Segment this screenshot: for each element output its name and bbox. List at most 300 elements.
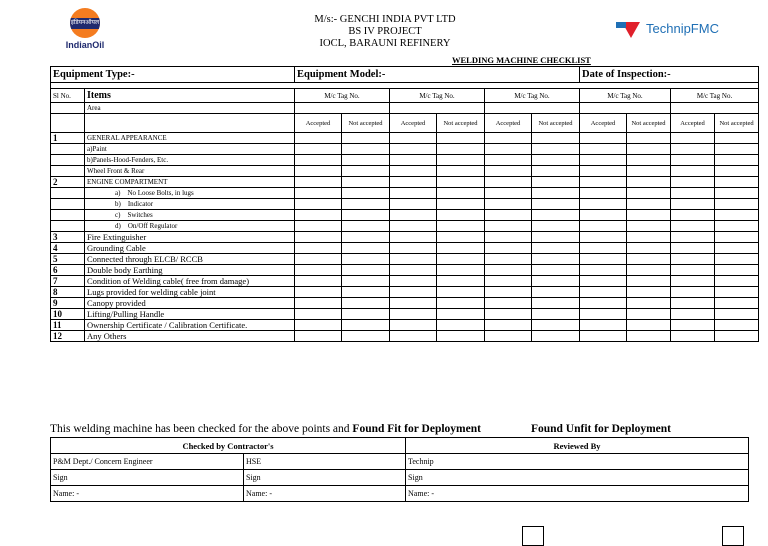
not-accepted-cell[interactable] <box>342 243 390 254</box>
accepted-cell[interactable] <box>295 309 342 320</box>
technipfmc-logo-name: TechnipFMC <box>646 21 719 36</box>
not-accepted-cell[interactable] <box>715 177 759 188</box>
tag-cell[interactable] <box>485 103 580 114</box>
not-accepted-cell[interactable] <box>627 331 671 342</box>
row-item-label: Fire Extinguisher <box>85 232 295 243</box>
not-accepted-cell[interactable] <box>437 254 485 265</box>
accepted-cell[interactable] <box>390 276 437 287</box>
accepted-cell[interactable] <box>580 199 627 210</box>
accepted-cell[interactable] <box>485 155 532 166</box>
not-accepted-cell[interactable] <box>715 276 759 287</box>
accepted-cell[interactable] <box>485 309 532 320</box>
accepted-cell[interactable] <box>580 210 627 221</box>
not-accepted-cell[interactable] <box>715 199 759 210</box>
not-accepted-cell[interactable] <box>342 155 390 166</box>
row-sl-no <box>51 188 85 199</box>
not-accepted-cell[interactable] <box>627 221 671 232</box>
indianoil-logo <box>55 8 115 64</box>
row-item-label: Connected through ELCB/ RCCB <box>85 254 295 265</box>
not-accepted-cell[interactable] <box>437 298 485 309</box>
not-accepted-cell[interactable] <box>532 309 580 320</box>
accepted-cell[interactable] <box>485 243 532 254</box>
checklist-row <box>51 155 759 166</box>
accepted-cell[interactable] <box>390 265 437 276</box>
not-accepted-cell[interactable] <box>437 276 485 287</box>
accepted-cell[interactable] <box>671 298 715 309</box>
checklist-row <box>51 166 759 177</box>
accepted-cell[interactable] <box>580 144 627 155</box>
row-item-label: Wheel Front & Rear <box>85 166 295 177</box>
tag-cell[interactable] <box>671 103 759 114</box>
not-accepted-cell[interactable] <box>627 199 671 210</box>
accepted-cell[interactable] <box>580 133 627 144</box>
accepted-cell[interactable] <box>295 177 342 188</box>
hse-name-field[interactable]: Name: - <box>244 486 406 502</box>
checklist-row <box>51 331 759 342</box>
accepted-cell[interactable] <box>295 276 342 287</box>
checklist-row <box>51 320 759 331</box>
accepted-cell[interactable] <box>485 265 532 276</box>
accepted-cell[interactable] <box>580 254 627 265</box>
not-accepted-cell[interactable] <box>715 221 759 232</box>
not-accepted-cell[interactable] <box>342 298 390 309</box>
accepted-cell[interactable] <box>390 166 437 177</box>
accepted-cell[interactable] <box>485 177 532 188</box>
not-accepted-cell[interactable] <box>627 166 671 177</box>
accepted-cell[interactable] <box>295 199 342 210</box>
not-accepted-cell[interactable] <box>437 166 485 177</box>
accepted-cell[interactable] <box>295 155 342 166</box>
not-accepted-cell[interactable] <box>437 232 485 243</box>
row-sl-no: 8 <box>51 287 85 298</box>
accepted-cell[interactable] <box>671 166 715 177</box>
row-item-label: b)Panels-Hood-Fenders, Etc. <box>85 155 295 166</box>
row-sl-no: 6 <box>51 265 85 276</box>
accepted-cell[interactable] <box>580 188 627 199</box>
meta-row <box>51 67 759 83</box>
not-accepted-cell[interactable] <box>342 276 390 287</box>
not-accepted-cell[interactable] <box>532 199 580 210</box>
not-accepted-cell[interactable] <box>437 133 485 144</box>
accepted-cell[interactable] <box>485 276 532 287</box>
not-accepted-cell[interactable] <box>715 133 759 144</box>
accepted-cell[interactable] <box>390 232 437 243</box>
not-accepted-cell[interactable] <box>342 177 390 188</box>
not-accepted-cell[interactable] <box>715 287 759 298</box>
accepted-cell[interactable] <box>671 144 715 155</box>
checklist-table <box>50 66 759 342</box>
checklist-row <box>51 254 759 265</box>
not-accepted-cell[interactable] <box>532 155 580 166</box>
found-unfit-label: Found Unfit for Deployment <box>530 423 671 435</box>
not-accepted-cell[interactable] <box>715 166 759 177</box>
accepted-cell[interactable] <box>580 331 627 342</box>
not-accepted-cell[interactable] <box>437 177 485 188</box>
not-accepted-cell[interactable] <box>437 144 485 155</box>
not-accepted-cell[interactable] <box>437 199 485 210</box>
not-accepted-cell[interactable] <box>532 133 580 144</box>
accepted-cell[interactable] <box>485 320 532 331</box>
accepted-cell[interactable] <box>485 210 532 221</box>
not-accepted-cell[interactable] <box>532 166 580 177</box>
accepted-cell[interactable] <box>671 188 715 199</box>
not-accepted-cell[interactable] <box>342 133 390 144</box>
accepted-cell[interactable] <box>671 155 715 166</box>
checklist-row <box>51 309 759 320</box>
row-item-label: Double body Earthing <box>85 265 295 276</box>
not-accepted-cell[interactable] <box>342 331 390 342</box>
not-accepted-cell[interactable] <box>627 309 671 320</box>
accepted-cell[interactable] <box>295 144 342 155</box>
row-item-label: a) No Loose Bolts, in lugs <box>85 188 295 199</box>
checklist-row <box>51 188 759 199</box>
accepted-cell[interactable] <box>295 188 342 199</box>
accepted-cell[interactable] <box>580 287 627 298</box>
accepted-cell[interactable] <box>580 276 627 287</box>
reviewed-by-header: Reviewed By <box>406 438 749 454</box>
tag-no-header: M/c Tag No. <box>671 89 759 103</box>
not-accepted-cell[interactable] <box>342 254 390 265</box>
row-item-label: b) Indicator <box>85 199 295 210</box>
accepted-cell[interactable] <box>671 232 715 243</box>
row-sl-no <box>51 221 85 232</box>
hse-sign-field[interactable]: Sign <box>244 470 406 486</box>
not-accepted-cell[interactable] <box>437 210 485 221</box>
accept-header-row <box>51 114 759 133</box>
accepted-cell[interactable] <box>671 221 715 232</box>
pm-sign-field[interactable]: Sign <box>51 470 244 486</box>
company-line: BS IV PROJECT <box>348 26 422 37</box>
not-accepted-cell[interactable] <box>342 221 390 232</box>
row-sl-no: 11 <box>51 320 85 331</box>
row-sl-no: 5 <box>51 254 85 265</box>
area-label: Area <box>85 103 295 114</box>
accepted-cell[interactable] <box>295 210 342 221</box>
accepted-cell[interactable] <box>295 254 342 265</box>
accepted-cell[interactable] <box>390 287 437 298</box>
row-item-label: Ownership Certificate / Calibration Certificate. <box>85 320 295 331</box>
row-item-label: Lifting/Pulling Handle <box>85 309 295 320</box>
checklist-row <box>51 232 759 243</box>
not-accepted-cell[interactable] <box>532 144 580 155</box>
not-accepted-cell[interactable] <box>342 309 390 320</box>
not-accepted-cell[interactable] <box>715 309 759 320</box>
not-accepted-cell[interactable] <box>437 331 485 342</box>
accepted-cell[interactable] <box>390 243 437 254</box>
accepted-cell[interactable] <box>671 331 715 342</box>
row-sl-no <box>51 210 85 221</box>
row-sl-no: 3 <box>51 232 85 243</box>
not-accepted-cell[interactable] <box>532 331 580 342</box>
checklist-row <box>51 144 759 155</box>
hse-label: HSE <box>244 454 406 470</box>
accepted-cell[interactable] <box>390 177 437 188</box>
accepted-cell[interactable] <box>671 309 715 320</box>
not-accepted-cell[interactable] <box>715 155 759 166</box>
accepted-cell[interactable] <box>390 221 437 232</box>
accepted-cell[interactable] <box>295 232 342 243</box>
not-accepted-cell[interactable] <box>437 155 485 166</box>
not-accepted-cell[interactable] <box>437 320 485 331</box>
accepted-cell[interactable] <box>390 210 437 221</box>
not-accepted-cell[interactable] <box>627 287 671 298</box>
checked-by-header: Checked by Contractor's <box>51 438 406 454</box>
not-accepted-cell[interactable] <box>627 298 671 309</box>
result-statement: This welding machine has been checked for the above points and Found Fit for Deployment Found Unfit for Deployment <box>50 423 671 435</box>
row-item-label: Canopy provided <box>85 298 295 309</box>
row-sl-no: 7 <box>51 276 85 287</box>
checklist-row <box>51 210 759 221</box>
accepted-cell[interactable] <box>671 177 715 188</box>
accepted-header: Accepted <box>295 114 342 133</box>
signoff-table <box>50 437 749 502</box>
not-accepted-cell[interactable] <box>627 133 671 144</box>
accepted-cell[interactable] <box>390 133 437 144</box>
not-accepted-cell[interactable] <box>715 243 759 254</box>
accepted-cell[interactable] <box>485 144 532 155</box>
accepted-cell[interactable] <box>390 155 437 166</box>
accepted-cell[interactable] <box>580 166 627 177</box>
not-accepted-cell[interactable] <box>627 265 671 276</box>
tag-cell[interactable] <box>390 103 485 114</box>
document-title: WELDING MACHINE CHECKLIST <box>452 55 591 65</box>
accepted-cell[interactable] <box>485 166 532 177</box>
row-item-label: d) On/Off Regulator <box>85 221 295 232</box>
technip-sign-field[interactable]: Sign <box>406 470 749 486</box>
accepted-cell[interactable] <box>295 331 342 342</box>
accepted-cell[interactable] <box>671 243 715 254</box>
accepted-cell[interactable] <box>580 320 627 331</box>
not-accepted-cell[interactable] <box>532 287 580 298</box>
accepted-cell[interactable] <box>485 199 532 210</box>
not-accepted-cell[interactable] <box>532 298 580 309</box>
row-item-label: c) Switches <box>85 210 295 221</box>
not-accepted-cell[interactable] <box>715 254 759 265</box>
row-sl-no <box>51 166 85 177</box>
found-fit-checkbox[interactable] <box>522 526 544 546</box>
accepted-cell[interactable] <box>671 276 715 287</box>
accepted-cell[interactable] <box>295 265 342 276</box>
checklist-row <box>51 221 759 232</box>
accepted-cell[interactable] <box>485 298 532 309</box>
row-item-label: Condition of Welding cable( free from damage) <box>85 276 295 287</box>
area-row <box>51 103 759 114</box>
accepted-cell[interactable] <box>580 309 627 320</box>
tag-cell[interactable] <box>295 103 390 114</box>
accepted-cell[interactable] <box>295 287 342 298</box>
checklist-row <box>51 243 759 254</box>
accepted-cell[interactable] <box>390 320 437 331</box>
row-sl-no: 10 <box>51 309 85 320</box>
accepted-cell[interactable] <box>671 254 715 265</box>
equipment-type-field[interactable]: Equipment Type:- <box>51 67 295 83</box>
accepted-cell[interactable] <box>485 133 532 144</box>
not-accepted-cell[interactable] <box>715 210 759 221</box>
accepted-cell[interactable] <box>390 331 437 342</box>
not-accepted-cell[interactable] <box>342 166 390 177</box>
not-accepted-cell[interactable] <box>342 188 390 199</box>
not-accepted-header: Not accepted <box>715 114 759 133</box>
not-accepted-cell[interactable] <box>532 276 580 287</box>
not-accepted-cell[interactable] <box>532 254 580 265</box>
not-accepted-cell[interactable] <box>715 298 759 309</box>
row-sl-no <box>51 199 85 210</box>
not-accepted-cell[interactable] <box>627 243 671 254</box>
not-accepted-cell[interactable] <box>715 144 759 155</box>
row-item-label: Any Others <box>85 331 295 342</box>
accepted-cell[interactable] <box>485 221 532 232</box>
not-accepted-header: Not accepted <box>627 114 671 133</box>
not-accepted-cell[interactable] <box>532 210 580 221</box>
accepted-cell[interactable] <box>390 298 437 309</box>
accepted-cell[interactable] <box>485 254 532 265</box>
row-item-label: a)Paint <box>85 144 295 155</box>
found-fit-label: Found Fit for Deployment <box>352 423 481 435</box>
accepted-cell[interactable] <box>485 287 532 298</box>
technip-label: Technip <box>406 454 749 470</box>
not-accepted-cell[interactable] <box>437 243 485 254</box>
not-accepted-cell[interactable] <box>342 210 390 221</box>
accepted-cell[interactable] <box>671 210 715 221</box>
not-accepted-cell[interactable] <box>342 232 390 243</box>
not-accepted-cell[interactable] <box>715 331 759 342</box>
accepted-cell[interactable] <box>671 265 715 276</box>
accepted-cell[interactable] <box>671 320 715 331</box>
not-accepted-cell[interactable] <box>715 188 759 199</box>
checklist-row <box>51 276 759 287</box>
row-sl-no: 9 <box>51 298 85 309</box>
checklist-row <box>51 287 759 298</box>
not-accepted-cell[interactable] <box>532 320 580 331</box>
accepted-cell[interactable] <box>485 232 532 243</box>
tag-no-header: M/c Tag No. <box>390 89 485 103</box>
accepted-cell[interactable] <box>671 199 715 210</box>
not-accepted-header: Not accepted <box>342 114 390 133</box>
not-accepted-cell[interactable] <box>342 265 390 276</box>
not-accepted-cell[interactable] <box>342 320 390 331</box>
not-accepted-cell[interactable] <box>342 199 390 210</box>
not-accepted-cell[interactable] <box>342 144 390 155</box>
accepted-header: Accepted <box>485 114 532 133</box>
not-accepted-cell[interactable] <box>627 232 671 243</box>
not-accepted-header: Not accepted <box>437 114 485 133</box>
not-accepted-cell[interactable] <box>627 188 671 199</box>
accepted-cell[interactable] <box>295 221 342 232</box>
not-accepted-cell[interactable] <box>627 177 671 188</box>
not-accepted-cell[interactable] <box>532 188 580 199</box>
not-accepted-cell[interactable] <box>627 320 671 331</box>
not-accepted-cell[interactable] <box>627 254 671 265</box>
indianoil-logo-name: IndianOil <box>65 40 105 50</box>
date-of-inspection-field[interactable]: Date of Inspection:- <box>580 67 759 83</box>
accepted-cell[interactable] <box>580 265 627 276</box>
tag-no-header: M/c Tag No. <box>485 89 580 103</box>
sl-no-header: Sl No. <box>51 89 85 103</box>
not-accepted-cell[interactable] <box>532 265 580 276</box>
row-item-label: ENGINE COMPARTMENT <box>85 177 295 188</box>
checklist-row <box>51 199 759 210</box>
checklist-row <box>51 298 759 309</box>
technip-name-field[interactable]: Name: - <box>406 486 749 502</box>
accepted-cell[interactable] <box>580 232 627 243</box>
accepted-cell[interactable] <box>580 243 627 254</box>
accepted-cell[interactable] <box>390 309 437 320</box>
checklist-row <box>51 177 759 188</box>
not-accepted-cell[interactable] <box>437 265 485 276</box>
accepted-cell[interactable] <box>295 166 342 177</box>
accepted-cell[interactable] <box>295 320 342 331</box>
accepted-cell[interactable] <box>580 221 627 232</box>
row-sl-no: 4 <box>51 243 85 254</box>
pm-name-field[interactable]: Name: - <box>51 486 244 502</box>
items-header: Items <box>85 89 295 103</box>
accepted-cell[interactable] <box>295 243 342 254</box>
accepted-cell[interactable] <box>580 298 627 309</box>
accepted-header: Accepted <box>390 114 437 133</box>
accepted-cell[interactable] <box>295 133 342 144</box>
row-sl-no: 12 <box>51 331 85 342</box>
pm-dept-label: P&M Dept./ Concern Engineer <box>51 454 244 470</box>
not-accepted-cell[interactable] <box>532 177 580 188</box>
tag-no-header: M/c Tag No. <box>295 89 390 103</box>
accepted-cell[interactable] <box>390 188 437 199</box>
company-line: IOCL, BARAUNI REFINERY <box>319 38 451 49</box>
accepted-header: Accepted <box>671 114 715 133</box>
accepted-cell[interactable] <box>671 133 715 144</box>
company-address <box>250 14 520 50</box>
not-accepted-cell[interactable] <box>627 210 671 221</box>
not-accepted-cell[interactable] <box>715 232 759 243</box>
company-line: M/s:- GENCHI INDIA PVT LTD <box>314 14 456 25</box>
not-accepted-cell[interactable] <box>532 221 580 232</box>
technipfmc-logo <box>614 18 754 42</box>
equipment-model-field[interactable]: Equipment Model:- <box>295 67 580 83</box>
not-accepted-cell[interactable] <box>437 287 485 298</box>
row-sl-no <box>51 144 85 155</box>
accepted-cell[interactable] <box>390 199 437 210</box>
accepted-cell[interactable] <box>295 298 342 309</box>
accepted-cell[interactable] <box>390 144 437 155</box>
not-accepted-cell[interactable] <box>715 320 759 331</box>
accepted-cell[interactable] <box>671 287 715 298</box>
indianoil-emblem-icon: इंडियनऑयल <box>70 8 100 38</box>
not-accepted-cell[interactable] <box>715 265 759 276</box>
not-accepted-cell[interactable] <box>627 144 671 155</box>
tag-cell[interactable] <box>580 103 671 114</box>
accepted-cell[interactable] <box>580 177 627 188</box>
column-header-row <box>51 89 759 103</box>
not-accepted-cell[interactable] <box>532 232 580 243</box>
checklist-row <box>51 265 759 276</box>
accepted-cell[interactable] <box>485 188 532 199</box>
accepted-header: Accepted <box>580 114 627 133</box>
not-accepted-cell[interactable] <box>437 221 485 232</box>
not-accepted-cell[interactable] <box>627 155 671 166</box>
not-accepted-cell[interactable] <box>532 243 580 254</box>
row-item-label: Lugs provided for welding cable joint <box>85 287 295 298</box>
found-unfit-checkbox[interactable] <box>722 526 744 546</box>
not-accepted-cell[interactable] <box>342 287 390 298</box>
tag-no-header: M/c Tag No. <box>580 89 671 103</box>
accepted-cell[interactable] <box>580 155 627 166</box>
accepted-cell[interactable] <box>390 254 437 265</box>
not-accepted-header: Not accepted <box>532 114 580 133</box>
row-sl-no: 1 <box>51 133 85 144</box>
accepted-cell[interactable] <box>485 331 532 342</box>
not-accepted-cell[interactable] <box>437 309 485 320</box>
not-accepted-cell[interactable] <box>437 188 485 199</box>
not-accepted-cell[interactable] <box>627 276 671 287</box>
